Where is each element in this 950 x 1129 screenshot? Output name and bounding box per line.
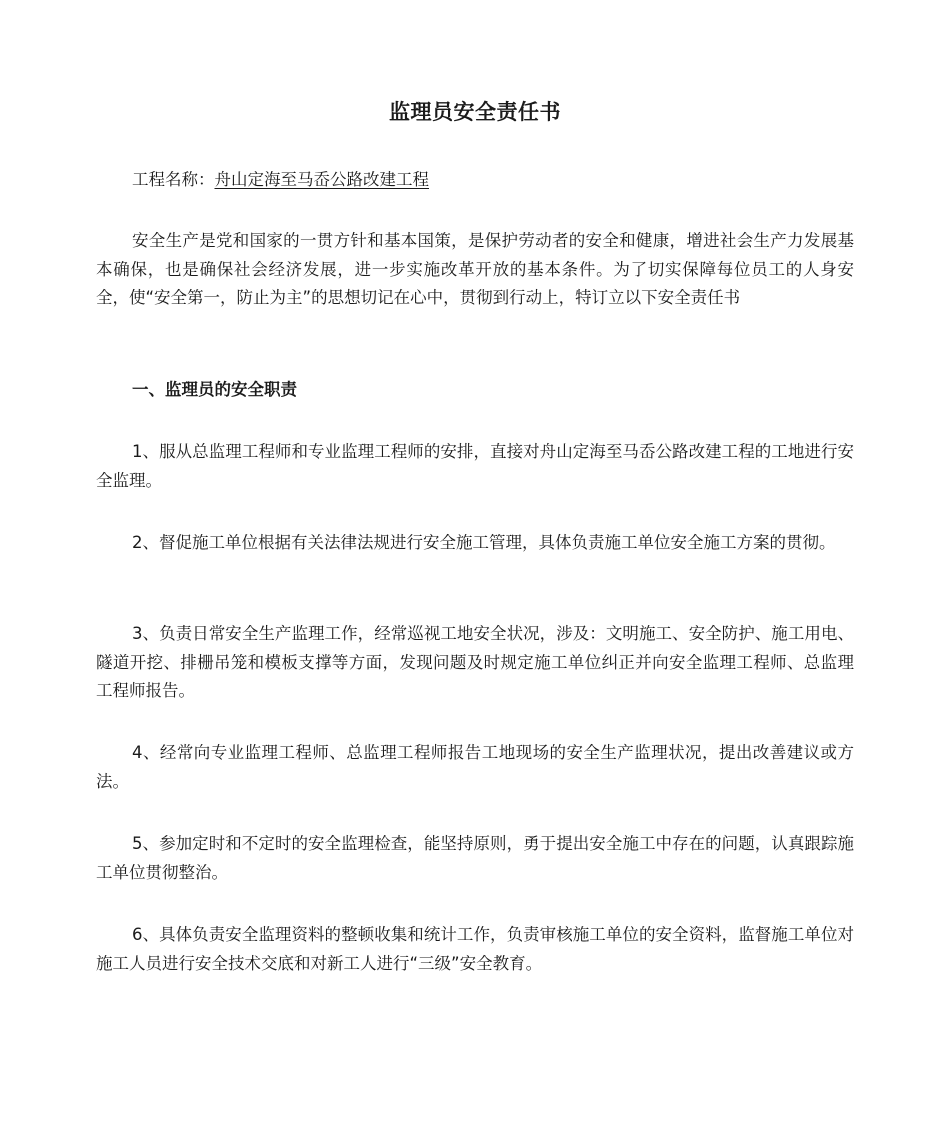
intro-paragraph: 安全生产是党和国家的一贯方针和基本国策，是保护劳动者的安全和健康，增进社会生产力发展基本确保，也是确保社会经济发展，进一步实施改革开放的基本条件。为了切实保障每位员工的人身安全，使“安全第一，防止为主”的思想切记在心中，贯彻到行动上，特订立以下安全责任书 bbox=[96, 231, 854, 307]
duty-item-6: 6、具体负责安全监理资料的整顿收集和统计工作，负责审核施工单位的安全资料，监督施工单位对施工人员进行安全技术交底和对新工人进行“三级”安全教育。 bbox=[96, 925, 854, 973]
duty-item-4: 4、经常向专业监理工程师、总监理工程师报告工地现场的安全生产监理状况，提出改善建议或方法。 bbox=[96, 743, 854, 791]
section-heading: 一、监理员的安全职责 bbox=[132, 380, 297, 399]
duty-item-2: 2、督促施工单位根据有关法律法规进行安全施工管理，具体负责施工单位安全施工方案的贯彻。 bbox=[132, 533, 836, 552]
duty-item-5: 5、参加定时和不定时的安全监理检查，能坚持原则，勇于提出安全施工中存在的问题，认真跟踪施工单位贯彻整治。 bbox=[96, 834, 854, 882]
duty-item-1: 1、服从总监理工程师和专业监理工程师的安排，直接对舟山定海至马岙公路改建工程的工地进行安全监理。 bbox=[96, 442, 854, 490]
duty-item-3: 3、负责日常安全生产监理工作，经常巡视工地安全状况，涉及：文明施工、安全防护、施工用电、隧道开挖、排栅吊笼和模板支撑等方面，发现问题及时规定施工单位纠正并向安全监理工程师、总监理工程师报告。 bbox=[96, 624, 854, 700]
project-name: 舟山定海至马岙公路改建工程 bbox=[214, 170, 429, 189]
project-label: 工程名称： bbox=[132, 170, 215, 189]
project-line bbox=[132, 166, 429, 194]
document-title: 监理员安全责任书 bbox=[389, 100, 561, 124]
